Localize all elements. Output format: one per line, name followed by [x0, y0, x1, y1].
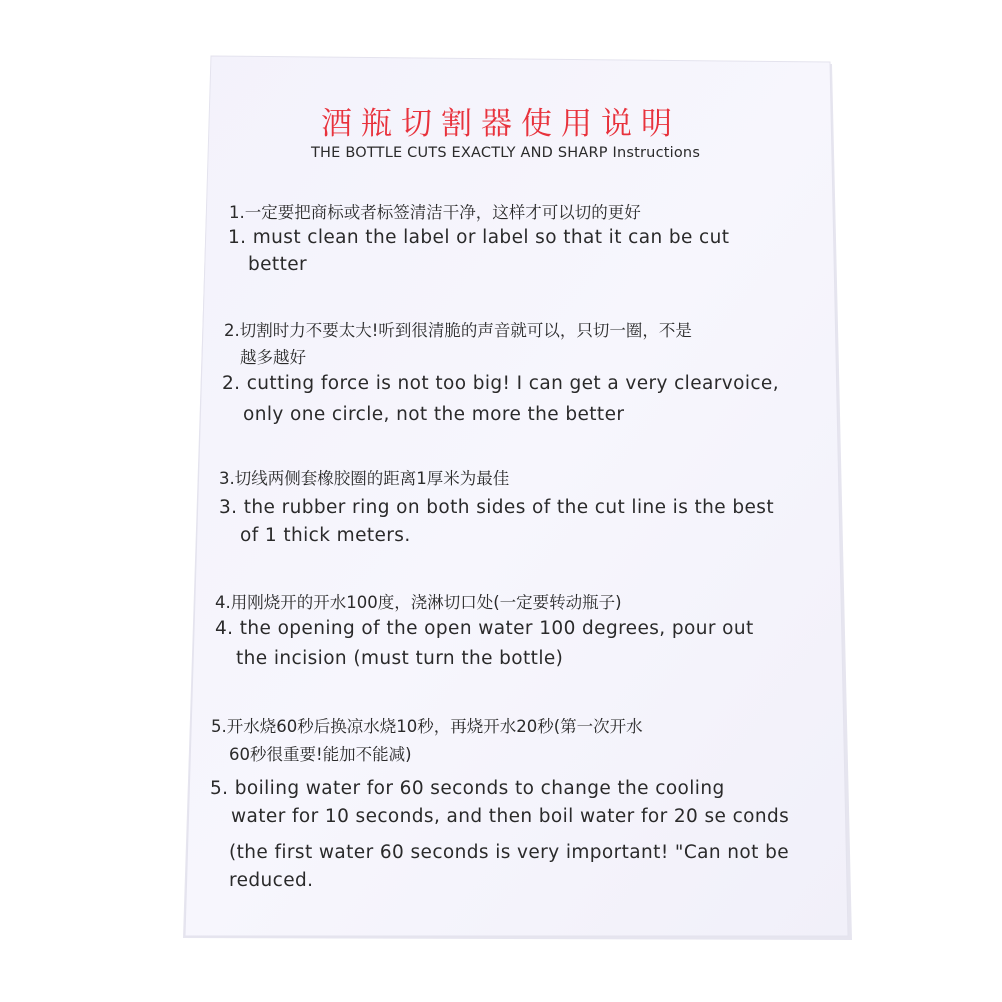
- item-5-zh-line-2: 60秒很重要!能加不能减): [229, 745, 412, 764]
- item-1-en-line-2: better: [248, 254, 308, 275]
- item-4-en-line-1: 4. the opening of the open water 100 degrees, pour out: [215, 618, 754, 639]
- item-5-en-line-4: reduced.: [229, 870, 314, 891]
- item-2-en-line-1: 2. cutting force is not too big! I can get a very clearvoice,: [222, 373, 779, 394]
- document-title: 酒瓶切割器使用说明: [321, 106, 681, 142]
- item-3-en-line-1: 3. the rubber ring on both sides of the cut line is the best: [219, 497, 774, 518]
- item-2-zh-line-2: 越多越好: [240, 348, 306, 367]
- item-5-zh-line-1: 5.开水烧60秒后换凉水烧10秒，再烧开水20秒(第一次开水: [211, 717, 643, 736]
- card-sheet: [185, 56, 848, 936]
- item-1-en-line-1: 1. must clean the label or label so that it can be cut: [228, 227, 730, 248]
- item-1-zh-line-1: 1.一定要把商标或者标签清洁干净，这样才可以切的更好: [229, 203, 641, 222]
- item-5-en-line-3: (the first water 60 seconds is very important! "Can not be: [229, 842, 789, 863]
- item-3-en-line-2: of 1 thick meters.: [240, 525, 411, 546]
- item-4-en-line-2: the incision (must turn the bottle): [236, 648, 564, 669]
- item-5-en-line-1: 5. boiling water for 60 seconds to change the cooling: [210, 778, 725, 799]
- item-2-zh-line-1: 2.切割时力不要太大!听到很清脆的声音就可以，只切一圈，不是: [224, 321, 692, 340]
- item-5-en-line-2: water for 10 seconds, and then boil water for 20 se conds: [231, 806, 790, 827]
- item-4-zh-line-1: 4.用刚烧开的开水100度，浇淋切口处(一定要转动瓶子): [215, 593, 622, 612]
- item-3-zh-line-1: 3.切线两侧套橡胶圈的距离1厚米为最佳: [219, 469, 510, 488]
- document-subtitle: THE BOTTLE CUTS EXACTLY AND SHARP Instructions: [311, 145, 701, 161]
- item-2-en-line-2: only one circle, not the more the better: [243, 404, 625, 425]
